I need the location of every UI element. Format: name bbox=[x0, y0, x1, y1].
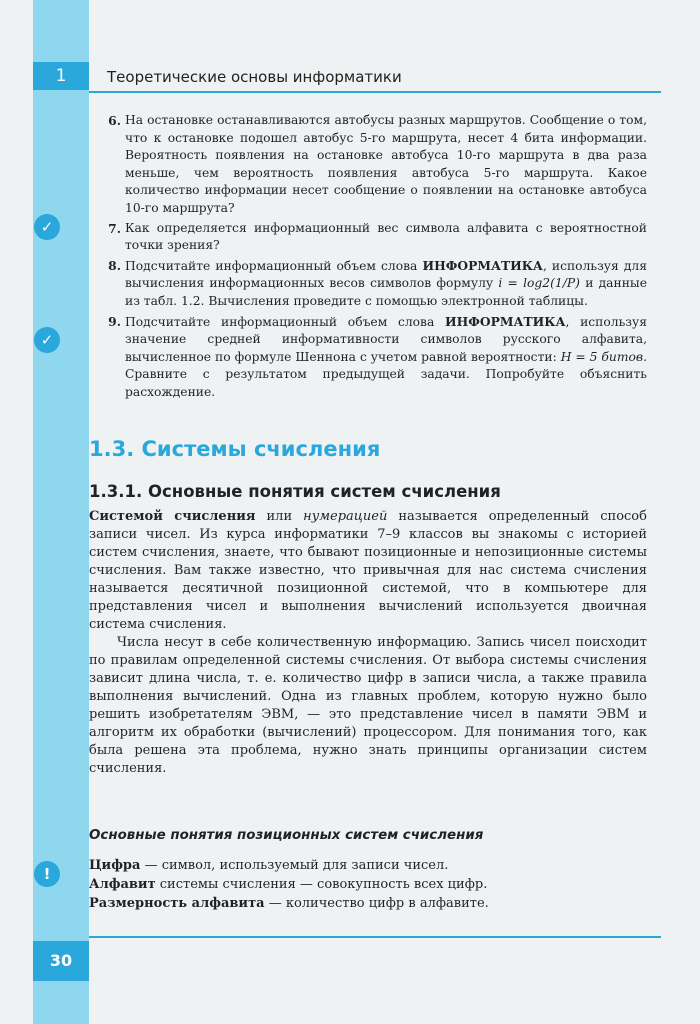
definition-text: системы счисления — совокупность всех цифр. bbox=[159, 877, 488, 892]
subsection-title: 1.3.1. Основные понятия систем счисления bbox=[89, 482, 501, 501]
task-list bbox=[95, 112, 647, 404]
task-number: 6. bbox=[108, 113, 121, 128]
task-6 bbox=[95, 112, 647, 218]
task-text-start: Подсчитайте информационный объем слова bbox=[125, 258, 418, 273]
task-text bbox=[125, 313, 647, 402]
header-divider bbox=[89, 91, 661, 93]
task-text: Как определяется информационный вес символа алфавита с вероятностной точки зрения? bbox=[125, 220, 647, 253]
task-number: 9. bbox=[108, 313, 121, 329]
task-keyword: ИНФОРМАТИКА bbox=[445, 313, 566, 329]
definitions bbox=[89, 856, 647, 913]
task-formula: H = 5 битов bbox=[560, 349, 644, 364]
task-keyword: ИНФОРМАТИКА bbox=[422, 257, 543, 273]
definition-item bbox=[89, 894, 647, 913]
task-text-mid: , используя для вычисления информационных весов символов формулу bbox=[125, 258, 647, 291]
task-7 bbox=[95, 220, 647, 255]
task-text: На остановке останавливаются автобусы разных маршрутов. Сообщение о том, что к остановке подошел автобус 5-го маршрута, несет 4 бита информации. Вероятность появления на остановке автобуса 10-го маршрута в два раза меньше, чем вероятность появления автобуса 5-го маршрута. Какое количество информации несет сообщение о появлении на остановке автобуса 10-го маршрута? bbox=[125, 113, 647, 215]
section-body bbox=[89, 508, 647, 778]
term-italic: нумерацией bbox=[303, 509, 388, 524]
definition-term: Размерность алфавита bbox=[89, 896, 265, 911]
definition-text: — символ, используемый для записи чисел. bbox=[144, 858, 449, 873]
task-8 bbox=[95, 257, 647, 311]
check-icon: ✓ bbox=[34, 327, 60, 353]
exclaim-icon: ! bbox=[34, 861, 60, 887]
section-title: 1.3. Системы счисления bbox=[89, 437, 381, 461]
task-text-end: . Сравните с результатом предыдущей задачи. Попробуйте объяснить расхождение. bbox=[125, 349, 647, 399]
page-number: 30 bbox=[33, 941, 89, 981]
task-number: 8. bbox=[108, 257, 121, 273]
definition-item bbox=[89, 875, 647, 894]
footer-divider bbox=[89, 936, 661, 938]
task-text bbox=[125, 257, 647, 311]
chapter-title: Теоретические основы информатики bbox=[107, 68, 402, 86]
task-number: 7. bbox=[108, 220, 121, 236]
definition-text: — количество цифр в алфавите. bbox=[268, 896, 489, 911]
definition-term: Цифра bbox=[89, 858, 141, 873]
check-icon: ✓ bbox=[34, 214, 60, 240]
paragraph-text: называется определенный способ записи чисел. Из курса информатики 7–9 классов вы знакомы с историей систем счисления, знаете, что бывают позиционные и непозиционные системы счисления. Вам также известно, что привычная для нас система счисления называется десятичной позиционной системой, что в компьютере для представления чисел и выполнения вычислений используется двоичная система счисления. bbox=[89, 509, 647, 632]
task-text-start: Подсчитайте информационный объем слова bbox=[125, 314, 435, 329]
paragraph-2: Числа несут в себе количественную информацию. Запись чисел поисходит по правилам определенной системы счисления. От выбора системы счисления зависит длина числа, т. е. количество цифр в записи числа, а также правила выполнения вычислений. Одна из главных проблем, которую нужно было решить изобретателям ЭВМ, — это представление чисел в памяти ЭВМ и алгоритм их обработки (вычислений) процессором. Для понимания того, как была решена эта проблема, нужно знать принципы организации систем счисления. bbox=[89, 635, 647, 776]
paragraph-1 bbox=[89, 508, 647, 634]
definition-term: Алфавит bbox=[89, 877, 156, 892]
subsubsection-title: Основные понятия позиционных систем счисления bbox=[89, 828, 484, 843]
task-text-end: и данные из табл. 1.2. Вычисления проведите с помощью электронной таблицы. bbox=[125, 276, 647, 308]
chapter-number: 1 bbox=[33, 62, 89, 90]
definition-item bbox=[89, 856, 647, 875]
task-text-mid: , используя значение средней информативности символов русского алфавита, вычисленное по формуле Шеннона с учетом равной вероятности: bbox=[125, 314, 647, 364]
paragraph-text: или bbox=[266, 509, 293, 524]
task-9 bbox=[95, 313, 647, 402]
term: Системой счисления bbox=[89, 509, 256, 524]
task-formula: i = log2(1/P) bbox=[498, 276, 580, 291]
